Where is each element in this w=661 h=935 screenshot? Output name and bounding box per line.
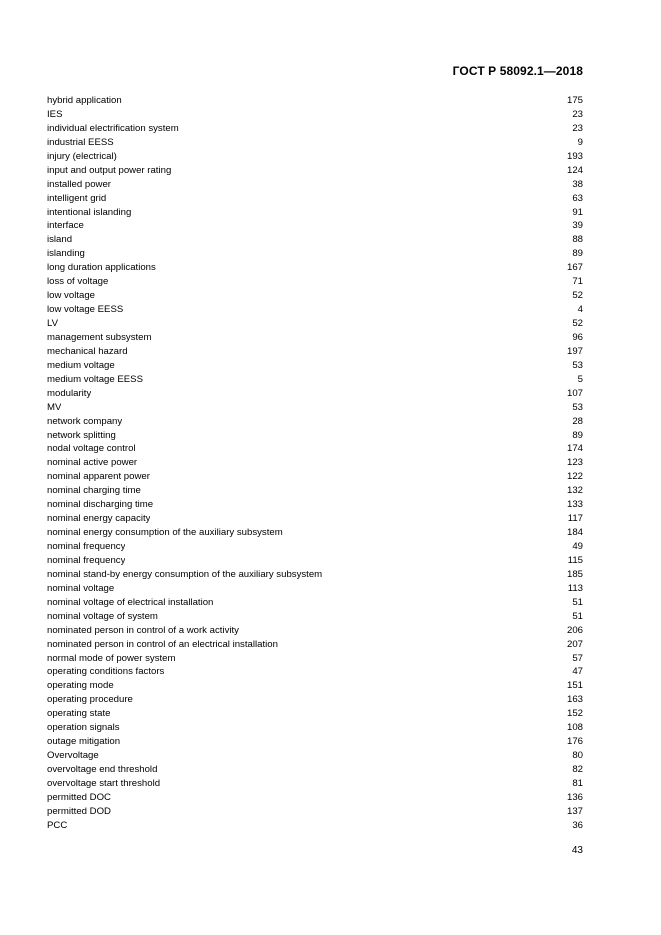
index-entry [47, 819, 583, 833]
index-page-reference: 163 [566, 694, 583, 706]
index-page-reference: 38 [572, 178, 583, 190]
index-term: loss of voltage [47, 276, 109, 288]
index-term: nominated person in control of an electrical installation [47, 638, 278, 650]
index-entry [47, 303, 583, 317]
index-page-reference: 23 [572, 122, 583, 134]
index-page-reference: 137 [566, 805, 583, 817]
index-entry [47, 415, 583, 429]
index-page-reference: 52 [572, 318, 583, 329]
index-page-reference: 184 [566, 527, 583, 539]
index-page-reference: 176 [566, 736, 583, 748]
index-entry [47, 470, 583, 484]
index-term: nominal apparent power [47, 471, 150, 483]
index-page-reference: 89 [572, 429, 583, 441]
index-entry [47, 387, 583, 401]
index-entry [47, 442, 583, 456]
index-term: operating procedure [47, 694, 133, 706]
index-term: mechanical hazard [47, 345, 128, 357]
index-page-reference: 132 [566, 485, 583, 497]
index-term: outage mitigation [47, 736, 121, 748]
index-page-reference: 39 [572, 220, 583, 232]
index-entry [47, 261, 583, 275]
index-entry [47, 275, 583, 289]
index-page-reference: 96 [572, 331, 583, 343]
index-entry [47, 206, 583, 220]
index-page-reference: 28 [572, 415, 583, 427]
index-page-reference: 23 [572, 108, 583, 120]
index-entry [47, 484, 583, 498]
index-term: PCC [47, 819, 68, 831]
index-entry [47, 582, 583, 596]
index-term: medium voltage [47, 359, 115, 371]
index-term: nominal frequency [47, 554, 126, 566]
index-entry [47, 735, 583, 749]
index-page-reference: 193 [566, 150, 583, 162]
index-term: normal mode of power system [47, 652, 176, 664]
index-page-reference: 113 [567, 582, 583, 594]
index-page-reference: 136 [566, 791, 583, 803]
index-term: overvoltage end threshold [47, 764, 158, 775]
index-page-reference: 52 [572, 290, 583, 302]
index-entry [47, 721, 583, 735]
index-entry [47, 122, 583, 136]
index-entry [47, 136, 583, 150]
index-page-reference: 82 [572, 764, 583, 775]
index-entry [47, 164, 583, 178]
index-term: nominal frequency [47, 541, 126, 552]
index-term: modularity [47, 387, 92, 399]
index-page-reference: 167 [566, 262, 583, 274]
index-page-reference: 36 [572, 819, 583, 831]
index-entry [47, 624, 583, 638]
index-page-reference: 91 [572, 206, 583, 218]
index-page-reference: 88 [572, 234, 583, 246]
index-page-reference: 124 [566, 164, 583, 176]
index-entry [47, 749, 583, 763]
index-term: IES [47, 108, 63, 120]
index-term: nominal charging time [47, 485, 141, 497]
index-entry [47, 401, 583, 415]
index-term: network company [47, 415, 123, 427]
index-term: installed power [47, 178, 111, 190]
index-entry [47, 94, 583, 108]
index-entry [47, 526, 583, 540]
index-entry [47, 498, 583, 512]
index-term: nominal voltage of system [47, 610, 158, 622]
index-term: LV [47, 318, 59, 329]
index-term: permitted DOC [47, 791, 111, 803]
index-term: industrial EESS [47, 136, 114, 148]
index-entry [47, 345, 583, 359]
index-term: network splitting [47, 429, 116, 441]
index-term: individual electrification system [47, 122, 179, 134]
index-page-reference: 9 [577, 136, 583, 148]
index-entry [47, 317, 583, 331]
index-page-reference: 151 [566, 680, 583, 692]
index-term: operating conditions factors [47, 666, 165, 678]
index-term: interface [47, 220, 84, 232]
index-entry [47, 568, 583, 582]
index-entry [47, 763, 583, 777]
index-term: nominal active power [47, 457, 138, 469]
index-term: nominal voltage of electrical installation [47, 596, 214, 608]
index-entry [47, 610, 583, 624]
index-term: management subsystem [47, 331, 152, 343]
index-page-reference: 53 [572, 359, 583, 371]
index-page-reference: 152 [566, 708, 583, 720]
index-entry [47, 665, 583, 679]
index-entry [47, 679, 583, 693]
index-page-reference: 122 [566, 471, 583, 483]
alphabetical-index [47, 94, 583, 833]
index-term: nodal voltage control [47, 443, 136, 455]
index-entry [47, 429, 583, 443]
index-entry [47, 233, 583, 247]
index-page-reference: 117 [567, 513, 583, 525]
index-term: hybrid application [47, 95, 122, 106]
index-page-reference: 89 [572, 248, 583, 260]
index-entry [47, 652, 583, 666]
index-term: operating state [47, 708, 111, 720]
index-term: nominated person in control of a work activity [47, 624, 239, 636]
index-page-reference: 133 [566, 499, 583, 511]
index-term: low voltage EESS [47, 304, 124, 316]
document-header: ГОСТ Р 58092.1—2018 [452, 64, 583, 78]
index-term: operating mode [47, 680, 114, 692]
index-page-reference: 53 [572, 401, 583, 413]
index-entry [47, 289, 583, 303]
index-term: nominal energy capacity [47, 513, 151, 525]
index-page-reference: 47 [572, 666, 583, 678]
index-term: injury (electrical) [47, 150, 117, 162]
index-entry [47, 178, 583, 192]
index-page-reference: 51 [572, 596, 583, 608]
index-entry [47, 359, 583, 373]
index-entry [47, 150, 583, 164]
index-entry [47, 791, 583, 805]
index-page-reference: 80 [572, 750, 583, 762]
index-page-reference: 5 [577, 373, 583, 385]
index-entry [47, 596, 583, 610]
index-page-reference: 207 [566, 638, 583, 650]
index-term: operation signals [47, 722, 120, 734]
index-page-reference: 4 [577, 304, 583, 316]
index-term: MV [47, 401, 62, 413]
index-entry [47, 540, 583, 554]
index-page-reference: 71 [572, 276, 583, 288]
index-entry [47, 247, 583, 261]
index-page-reference: 107 [566, 387, 583, 399]
index-page-reference: 81 [572, 777, 583, 789]
index-page-reference: 206 [566, 624, 583, 636]
index-term: nominal discharging time [47, 499, 154, 511]
index-page-reference: 175 [566, 95, 583, 106]
page-number: 43 [571, 845, 583, 856]
index-term: Overvoltage [47, 750, 99, 762]
index-page-reference: 57 [572, 652, 583, 664]
index-term: overvoltage start threshold [47, 777, 161, 789]
index-entry [47, 707, 583, 721]
index-term: low voltage [47, 290, 95, 302]
index-term: medium voltage EESS [47, 373, 143, 385]
index-page-reference: 108 [566, 722, 583, 734]
index-page-reference: 51 [572, 610, 583, 622]
index-term: island [47, 234, 73, 246]
index-entry [47, 554, 583, 568]
index-entry [47, 693, 583, 707]
index-term: permitted DOD [47, 805, 111, 817]
index-entry [47, 456, 583, 470]
index-page-reference: 123 [566, 457, 583, 469]
index-term: intentional islanding [47, 206, 132, 218]
index-page-reference: 185 [566, 568, 583, 580]
index-term: nominal stand-by energy consumption of the auxiliary subsystem [47, 568, 323, 580]
index-entry [47, 192, 583, 206]
index-page-reference: 174 [566, 443, 583, 455]
index-term: intelligent grid [47, 192, 107, 204]
index-term: nominal energy consumption of the auxiliary subsystem [47, 527, 283, 539]
index-term: nominal voltage [47, 582, 115, 594]
index-entry [47, 512, 583, 526]
index-term: long duration applications [47, 262, 156, 274]
index-term: islanding [47, 248, 85, 260]
index-entry [47, 331, 583, 345]
index-entry [47, 638, 583, 652]
index-page-reference: 197 [566, 345, 583, 357]
index-entry [47, 219, 583, 233]
index-page-reference: 49 [572, 541, 583, 552]
index-page-reference: 63 [572, 192, 583, 204]
index-entry [47, 108, 583, 122]
index-page-reference: 115 [567, 554, 583, 566]
index-term: input and output power rating [47, 164, 172, 176]
index-entry [47, 777, 583, 791]
index-entry [47, 805, 583, 819]
index-entry [47, 373, 583, 387]
